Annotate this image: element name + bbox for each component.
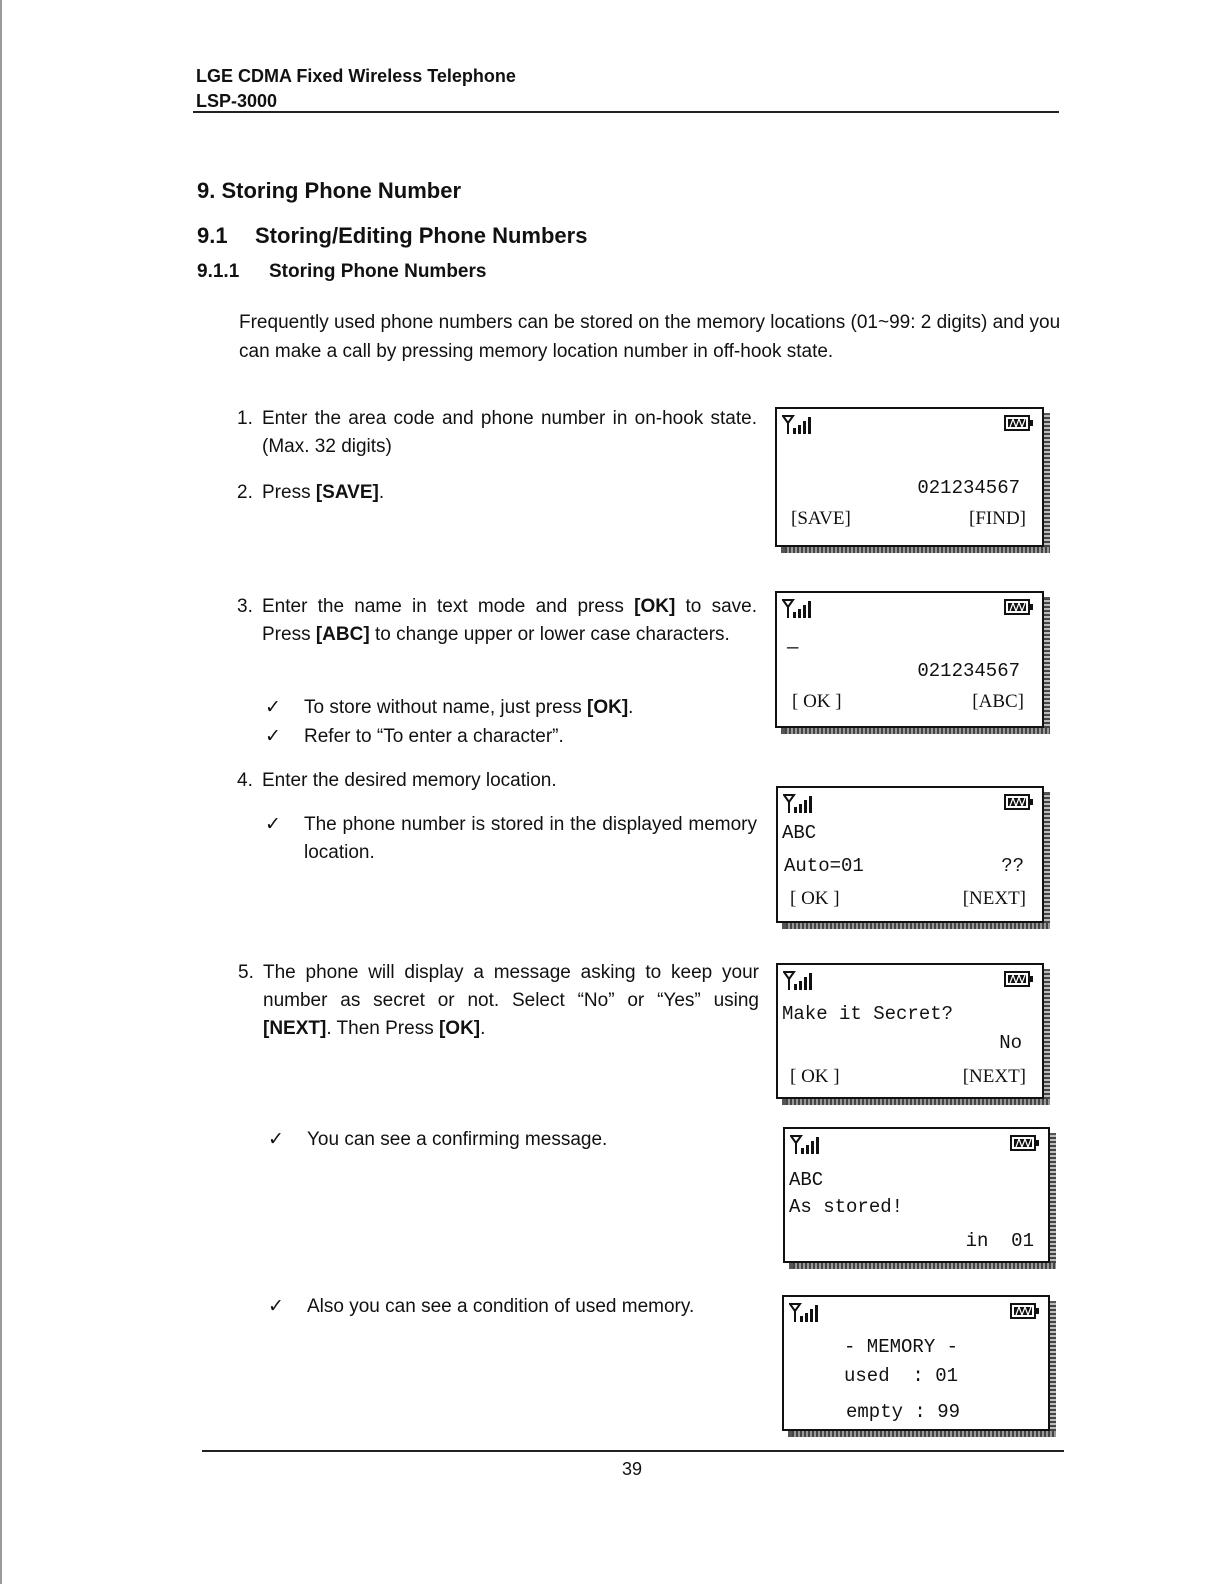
step-text-part: . Then Press bbox=[326, 1018, 439, 1039]
lcd-shadow bbox=[1044, 599, 1050, 732]
lcd-shadow bbox=[786, 923, 1050, 929]
subsection-title: Storing/Editing Phone Numbers bbox=[255, 223, 588, 248]
lcd-number: 021234567 bbox=[917, 477, 1020, 499]
lcd-stored-message: As stored! bbox=[789, 1196, 904, 1218]
check-mark-icon: ✓ bbox=[265, 726, 281, 747]
step-text-part: . bbox=[480, 1018, 486, 1039]
lcd-cursor: — bbox=[787, 637, 799, 659]
step-text-part: . bbox=[378, 482, 385, 503]
lcd-shadow bbox=[785, 728, 1050, 734]
next-key-ref: [NEXT] bbox=[263, 1018, 327, 1039]
lcd-shadow bbox=[1050, 1135, 1056, 1267]
lcd-screen-memory-location bbox=[776, 786, 1044, 923]
lcd-screen-stored-confirmation bbox=[783, 1127, 1050, 1263]
subsection-number: 9.1 bbox=[197, 223, 228, 248]
lcd-shadow bbox=[793, 1263, 1056, 1269]
softkey-ok: [ OK ] bbox=[790, 1066, 840, 1087]
lcd-shadow bbox=[1050, 1303, 1056, 1435]
note-text-part: To store without name, just press bbox=[304, 697, 588, 718]
note-text: Refer to “To enter a character”. bbox=[304, 726, 564, 747]
softkey-find: [FIND] bbox=[969, 508, 1026, 529]
lcd-screen-memory-status bbox=[782, 1295, 1050, 1431]
step-text bbox=[262, 593, 757, 649]
lcd-screen-name-entry bbox=[775, 591, 1044, 728]
step-text bbox=[262, 479, 757, 507]
step-text: Enter the desired memory location. bbox=[262, 770, 557, 791]
header-rule bbox=[193, 111, 1059, 113]
battery-icon bbox=[1004, 415, 1034, 431]
battery-icon bbox=[1004, 971, 1034, 987]
softkey-next: [NEXT] bbox=[962, 888, 1026, 909]
lcd-screen-number-entry bbox=[775, 407, 1044, 547]
step-text-part: Press bbox=[262, 482, 316, 503]
lcd-memory-title: - MEMORY - bbox=[844, 1336, 959, 1358]
step-text-part: The phone will display a message asking to keep your number as secret or not. Select “No” or “Yes” using bbox=[263, 962, 759, 1011]
softkey-save: [SAVE] bbox=[791, 508, 851, 529]
footer-rule bbox=[202, 1450, 1064, 1452]
lcd-shadow bbox=[1044, 794, 1050, 927]
subsection-heading bbox=[197, 223, 587, 249]
signal-strength-icon bbox=[789, 1301, 823, 1323]
softkey-ok: [ OK ] bbox=[792, 691, 842, 712]
lcd-memory-empty: empty : 99 bbox=[846, 1401, 961, 1423]
battery-icon bbox=[1004, 599, 1034, 615]
step-text-part: to change upper or lower case characters. bbox=[369, 624, 730, 645]
step-text bbox=[263, 959, 759, 1043]
note-text-part: . bbox=[628, 697, 634, 718]
check-mark-icon: ✓ bbox=[268, 1129, 284, 1150]
step-1 bbox=[237, 405, 757, 461]
lcd-auto-location: Auto=01 bbox=[784, 855, 864, 877]
step-2 bbox=[237, 479, 757, 507]
subsubsection-title: Storing Phone Numbers bbox=[269, 261, 487, 282]
step-number: 1. bbox=[237, 408, 253, 429]
lcd-shadow bbox=[786, 1099, 1050, 1105]
lcd-shadow bbox=[1044, 415, 1050, 551]
step-text: Enter the area code and phone number in on-hook state. (Max. 32 digits) bbox=[262, 408, 757, 457]
lcd-name: ABC bbox=[789, 1169, 824, 1191]
lcd-screen-secret-prompt bbox=[776, 963, 1044, 1099]
subsubsection-number: 9.1.1 bbox=[197, 261, 240, 282]
lcd-shadow bbox=[792, 1431, 1056, 1437]
step-3-note-1 bbox=[265, 694, 735, 722]
battery-icon bbox=[1010, 1303, 1040, 1319]
section-heading: 9. Storing Phone Number bbox=[197, 178, 462, 203]
ok-key-ref: [OK] bbox=[438, 1018, 481, 1039]
note-text bbox=[304, 694, 735, 722]
signal-strength-icon bbox=[783, 792, 817, 814]
step-4-note bbox=[265, 811, 757, 867]
lcd-name: ABC bbox=[782, 822, 817, 844]
signal-strength-icon bbox=[783, 969, 817, 991]
lcd-stored-location: in 01 bbox=[965, 1230, 1034, 1252]
step-3 bbox=[237, 593, 757, 649]
note-text: You can see a confirming message. bbox=[307, 1129, 608, 1150]
lcd-secret-prompt: Make it Secret? bbox=[782, 1003, 954, 1025]
ok-key-ref: [OK] bbox=[634, 596, 676, 617]
signal-strength-icon bbox=[790, 1133, 824, 1155]
lcd-shadow bbox=[1044, 971, 1050, 1103]
softkey-next: [NEXT] bbox=[962, 1066, 1026, 1087]
battery-icon bbox=[1010, 1135, 1040, 1151]
softkey-ok: [ OK ] bbox=[790, 888, 840, 909]
step-number: 5. bbox=[238, 962, 254, 983]
lcd-shadow bbox=[785, 547, 1050, 553]
header-title: LGE CDMA Fixed Wireless Telephone bbox=[196, 66, 516, 86]
signal-strength-icon bbox=[782, 597, 816, 619]
step-number: 4. bbox=[237, 770, 253, 791]
step-text-part: Enter the name in text mode and press bbox=[262, 596, 635, 617]
step-number: 2. bbox=[237, 482, 253, 503]
check-mark-icon: ✓ bbox=[265, 814, 281, 835]
save-key-ref: [SAVE] bbox=[315, 482, 379, 503]
lcd-secret-choice: No bbox=[999, 1032, 1022, 1054]
signal-strength-icon bbox=[782, 413, 816, 435]
memory-note bbox=[268, 1293, 748, 1321]
note-text: Also you can see a condition of used memory. bbox=[307, 1296, 695, 1317]
step-5 bbox=[238, 959, 759, 1043]
check-mark-icon: ✓ bbox=[265, 697, 281, 718]
step-4 bbox=[237, 767, 757, 795]
step-3-note-2 bbox=[265, 723, 735, 751]
lcd-number: 021234567 bbox=[917, 660, 1020, 682]
step-number: 3. bbox=[237, 596, 253, 617]
page-number: 39 bbox=[621, 1459, 643, 1479]
header-model: LSP-3000 bbox=[196, 91, 278, 111]
page-edge bbox=[0, 0, 2, 1584]
ok-key-ref: [OK] bbox=[587, 697, 629, 718]
lcd-memory-used: used : 01 bbox=[844, 1365, 959, 1387]
softkey-abc: [ABC] bbox=[972, 691, 1024, 712]
subsubsection-heading bbox=[197, 261, 486, 283]
note-text: The phone number is stored in the displayed memory location. bbox=[304, 814, 757, 863]
abc-key-ref: [ABC] bbox=[315, 624, 370, 645]
confirm-note bbox=[268, 1126, 738, 1154]
lcd-location-placeholder: ?? bbox=[1001, 855, 1024, 877]
check-mark-icon: ✓ bbox=[268, 1296, 284, 1317]
battery-icon bbox=[1004, 794, 1034, 810]
step-text-part: to save. Press bbox=[262, 596, 757, 645]
intro-paragraph: Frequently used phone numbers can be stored on the memory locations (01~99: 2 digits) and you can make a call by pressing memory location number in off-hook state. bbox=[239, 312, 1061, 362]
